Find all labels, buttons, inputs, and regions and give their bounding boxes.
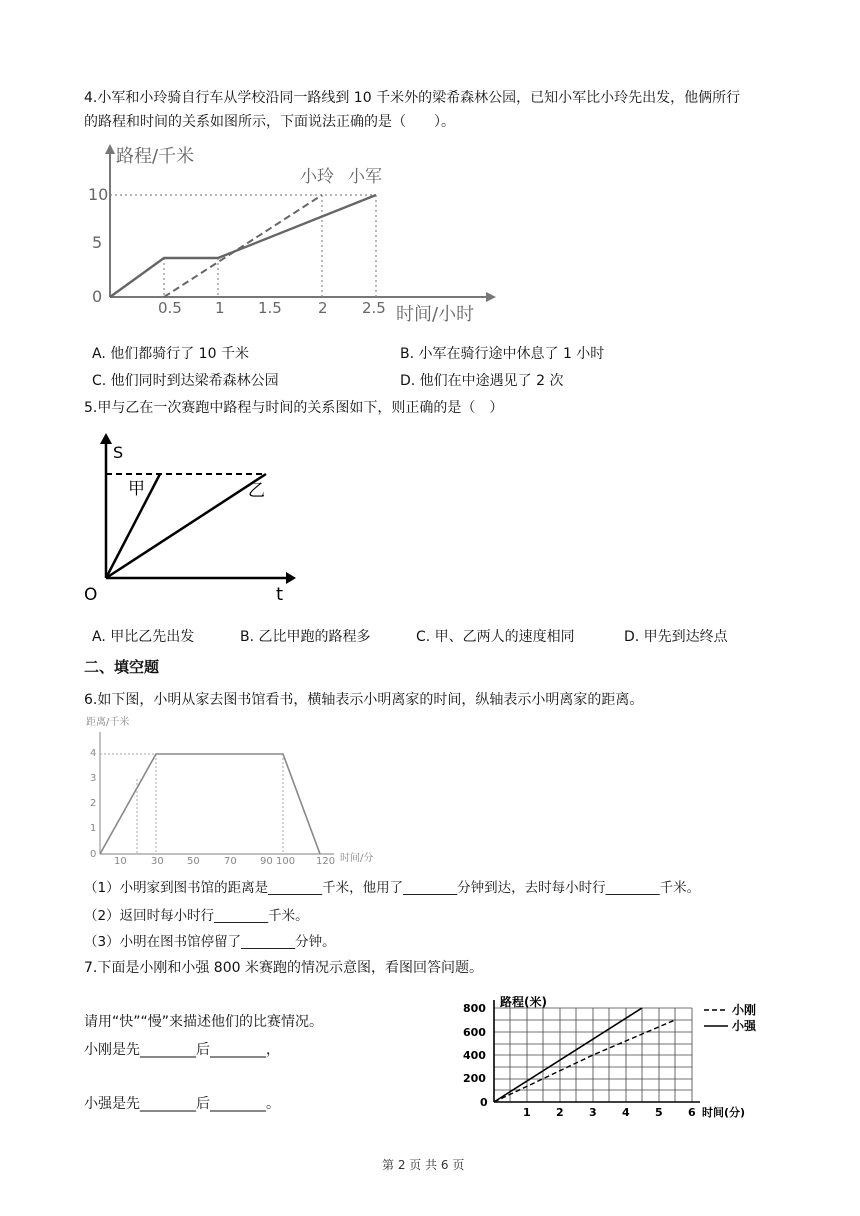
q6-distance-time-graph — [86, 714, 396, 868]
q7-line1: 小刚是先________后________， — [84, 1042, 280, 1058]
q4-x-axis-arrow — [486, 292, 496, 302]
q6-sub1: （1）小明家到图书馆的距离是________千米，他用了________分钟到达，去时每小时行________千米。 — [84, 880, 701, 896]
q4-option-a: A. 他们都骑行了 10 千米 — [92, 346, 249, 362]
q4-series-xiaoling — [164, 195, 322, 297]
q4-label-xiaoling: 小玲 — [300, 167, 334, 187]
q7-y-tick-600: 600 — [463, 1026, 486, 1039]
q7-x-label: 时间(分) — [702, 1106, 746, 1119]
q6-x-tick-50: 50 — [187, 856, 200, 867]
q6-y-tick-4: 4 — [90, 748, 97, 759]
q7-race-graph — [452, 996, 782, 1120]
q5-option-a: A. 甲比乙先出发 — [92, 629, 195, 645]
q4-option-c: C. 他们同时到达梁希森林公园 — [92, 373, 279, 389]
q7-y-label: 路程(米) — [500, 996, 547, 1009]
q4-stem-line2: 的路程和时间的关系如图所示，下面说法正确的是（ ）。 — [84, 114, 455, 130]
q6-sub2: （2）返回时每小时行________千米。 — [84, 908, 309, 924]
q6-y-tick-0: 0 — [90, 849, 97, 860]
q7-x-tick-1: 1 — [523, 1106, 531, 1119]
q7-x-tick-6: 6 — [688, 1106, 696, 1119]
q6-y-tick-1: 1 — [90, 823, 97, 834]
q6-x-tick-30: 30 — [151, 856, 164, 867]
q7-y-tick-0: 0 — [480, 1096, 488, 1109]
q5-origin: O — [84, 585, 98, 605]
q6-x-tick-70: 70 — [224, 856, 237, 867]
q4-x-label: 时间/小时 — [396, 304, 475, 325]
q5-label-jia: 甲 — [128, 479, 145, 499]
q4-y-tick-10: 10 — [88, 185, 109, 204]
q4-y-tick-0: 0 — [92, 287, 103, 306]
q5-y-label: S — [113, 443, 124, 462]
q5-stem: 5.甲与乙在一次赛跑中路程与时间的关系图如下，则正确的是（ ） — [84, 400, 504, 416]
q7-x-tick-2: 2 — [556, 1106, 564, 1119]
q4-y-label: 路程/千米 — [116, 146, 195, 167]
q4-x-tick-2.5: 2.5 — [362, 299, 386, 317]
q4-y-tick-5: 5 — [92, 233, 103, 252]
q7-legend-xiaogang: 小刚 — [732, 1003, 757, 1017]
q7-y-tick-800: 800 — [463, 1002, 486, 1015]
q4-stem-line1: 4.小军和小玲骑自行车从学校沿同一路线到 10 千米外的梁希森林公园，已知小军比小玲先出发，他俩所行 — [84, 90, 741, 106]
q5-option-d: D. 甲先到达终点 — [624, 629, 728, 645]
q4-distance-time-graph — [86, 140, 506, 340]
q4-y-axis-arrow — [105, 144, 115, 154]
q7-stem: 7.下面是小刚和小强 800 米赛跑的情况示意图，看图回答问题。 — [84, 960, 483, 976]
q6-x-tick-10: 10 — [114, 856, 127, 867]
q7-prompt: 请用“快”“慢”来描述他们的比赛情况。 — [84, 1014, 324, 1030]
q5-option-b: B. 乙比甲跑的路程多 — [240, 629, 371, 645]
q4-option-b: B. 小军在骑行途中休息了 1 小时 — [400, 346, 605, 362]
q6-stem: 6.如下图，小明从家去图书馆看书，横轴表示小明离家的时间，纵轴表示小明离家的距离。 — [84, 692, 644, 708]
q5-x-axis-arrow — [286, 572, 296, 584]
q6-y-tick-3: 3 — [90, 773, 97, 784]
q4-x-tick-1: 1 — [215, 299, 225, 317]
q6-x-label: 时间/分 — [340, 853, 374, 864]
q5-label-yi: 乙 — [248, 481, 265, 501]
page-footer: 第 2 页 共 6 页 — [382, 1158, 465, 1172]
q4-option-d: D. 他们在中途遇见了 2 次 — [400, 373, 564, 389]
q6-x-tick-90: 90 — [260, 856, 273, 867]
q6-series-distance — [100, 754, 320, 854]
q4-x-tick-1.5: 1.5 — [258, 299, 282, 317]
q6-sub3: （3）小明在图书馆停留了________分钟。 — [84, 934, 336, 950]
q7-legend-xiaoqiang: 小强 — [732, 1019, 757, 1033]
q6-y-tick-2: 2 — [90, 798, 97, 809]
q4-label-xiaojun: 小军 — [348, 167, 382, 187]
q7-y-tick-200: 200 — [463, 1072, 486, 1085]
q6-y-label: 距离/千米 — [86, 717, 130, 728]
q7-x-tick-3: 3 — [589, 1106, 597, 1119]
q6-x-tick-120: 120 — [316, 856, 336, 867]
section-title: 二、填空题 — [84, 658, 160, 676]
q7-x-tick-5: 5 — [655, 1106, 663, 1119]
q7-x-tick-4: 4 — [622, 1106, 630, 1119]
q6-x-tick-100: 100 — [276, 856, 296, 867]
q4-x-tick-0.5: 0.5 — [158, 299, 182, 317]
q5-x-label: t — [276, 584, 284, 605]
q7-line2: 小强是先________后________。 — [84, 1096, 280, 1112]
q5-y-axis-arrow — [100, 433, 112, 444]
q5-race-graph — [80, 432, 310, 612]
q5-option-c: C. 甲、乙两人的速度相同 — [416, 629, 575, 645]
q7-y-tick-400: 400 — [463, 1049, 486, 1062]
q4-x-tick-2: 2 — [318, 299, 328, 317]
